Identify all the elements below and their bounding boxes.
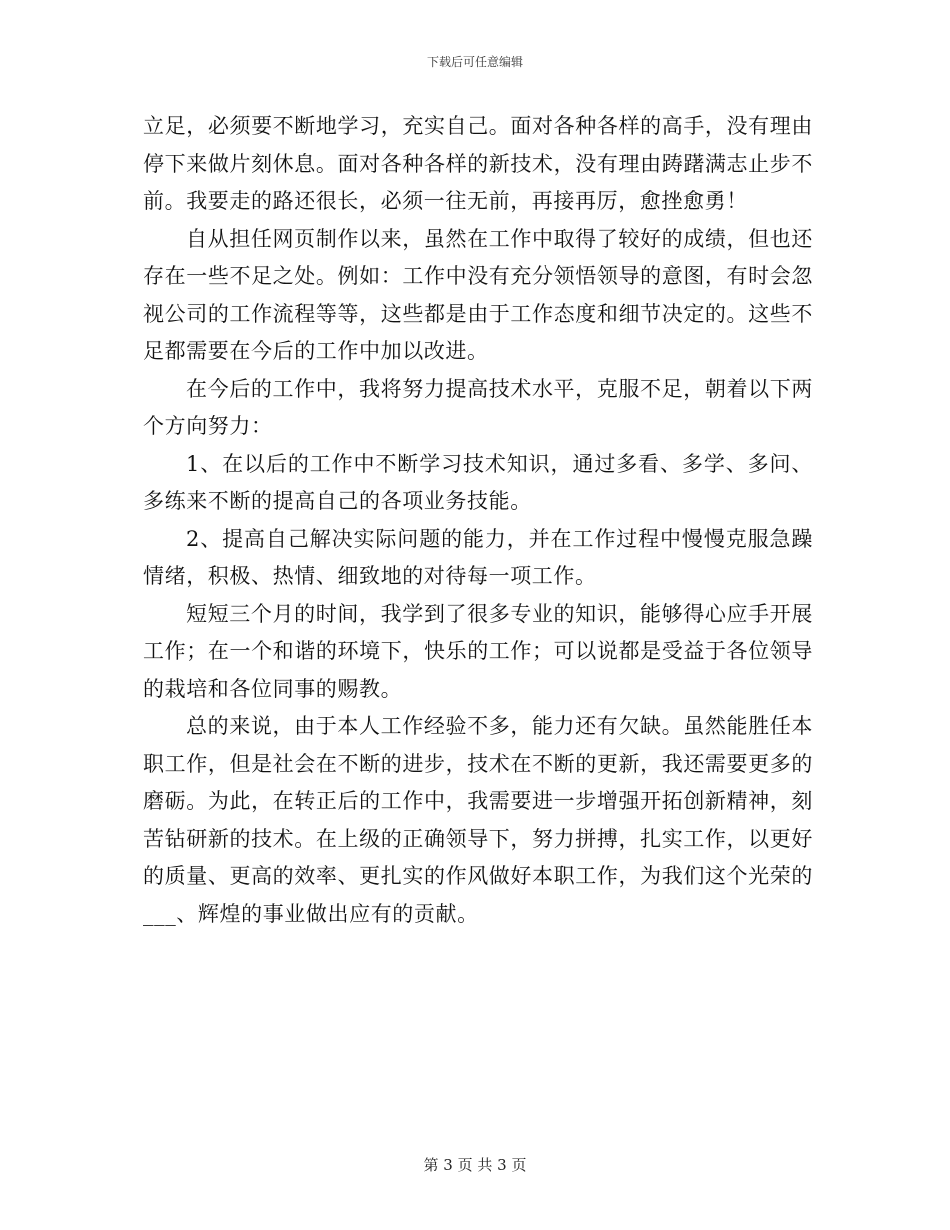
- page-number: 第 3 页 共 3 页: [423, 1156, 527, 1174]
- paragraph-shortcomings: 自从担任网页制作以来，虽然在工作中取得了较好的成绩，但也还存在一些不足之处。例如：工作中没有充分领悟领导的意图，有时会忽视公司的工作流程等等，这些都是由于工作态度和细节决定的。这些不足都需要在今后的工作中加以改进。: [143, 226, 813, 363]
- paragraph-item-2: 2、提高自己解决实际问题的能力，并在工作过程中慢慢克服急躁情绪，积极、热情、细致地的对待每一项工作。: [143, 526, 813, 588]
- document-body: [143, 108, 813, 933]
- paragraph-summary: 总的来说，由于本人工作经验不多，能力还有欠缺。虽然能胜任本职工作，但是社会在不断的进步，技术在不断的更新，我还需要更多的磨砺。为此，在转正后的工作中，我需要进一步增强开拓创新精神，刻苦钻研新的技术。在上级的正确领导下，努力拼搏，扎实工作，以更好的质量、更高的效率、更扎实的作风做好本职工作，为我们这个光荣的___、辉煌的事业做出应有的贡献。: [143, 714, 813, 926]
- paragraph-continuation: 立足，必须要不断地学习，充实自己。面对各种各样的高手，没有理由停下来做片刻休息。面对各种各样的新技术，没有理由踌躇满志止步不前。我要走的路还很长，必须一往无前，再接再厉，愈挫愈勇！: [143, 114, 813, 213]
- page-header: 下载后可任意编辑: [426, 55, 523, 69]
- paragraph-item-1: 1、在以后的工作中不断学习技术知识，通过多看、多学、多问、多练来不断的提高自己的各项业务技能。: [143, 451, 813, 513]
- paragraph-three-months: 短短三个月的时间，我学到了很多专业的知识，能够得心应手开展工作；在一个和谐的环境下，快乐的工作；可以说都是受益于各位领导的栽培和各位同事的赐教。: [143, 601, 813, 701]
- paragraph-future-plan: 在今后的工作中，我将努力提高技术水平，克服不足，朝着以下两个方向努力：: [143, 376, 813, 438]
